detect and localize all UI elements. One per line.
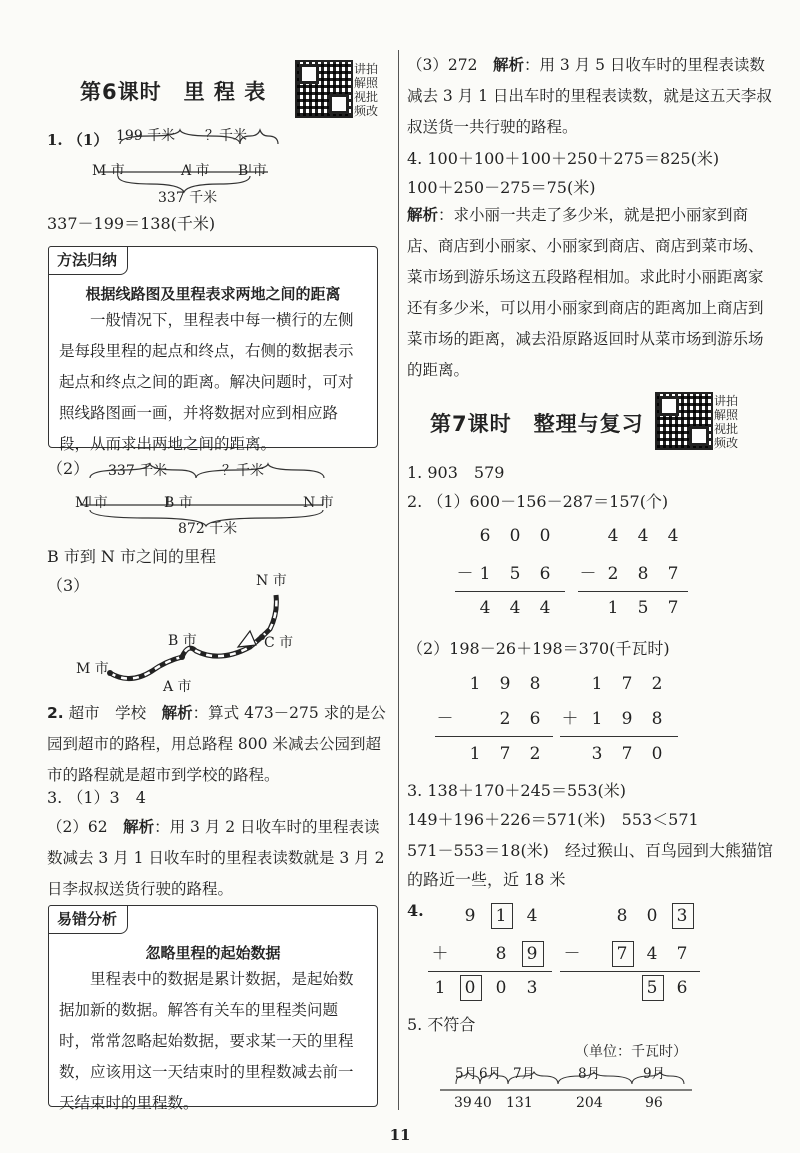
error-box-body: 里程表中的数据是累计数据，是起始数据加新的数据。解答有关车的里程类问题时，常常忽略起始数据，要求某一天的里程数，应该用这一天结束时的里程数减去前一天结束时的里程数。 <box>59 970 354 1112</box>
boxed-digit: 7 <box>616 944 628 964</box>
digit: 2 <box>651 674 663 694</box>
q2-analysis-text: ：算式 473－275 求的是公园到超市的路程，用总路程 800 米减去公园到超市的路程就是超市到学校的路程。 <box>47 704 386 784</box>
diag1-point-m: M 市 <box>92 163 125 179</box>
method-summary-box <box>48 246 378 453</box>
operator: ＋ <box>561 709 579 729</box>
q1-label: 1. （1） <box>47 131 109 149</box>
digit: 5 <box>509 564 521 584</box>
q1-equation: 337－199＝138(千米) <box>47 214 216 233</box>
digit: 0 <box>495 978 507 998</box>
month-6: 6月 <box>479 1066 502 1082</box>
digit: 0 <box>651 744 663 764</box>
q2-analysis-label: 解析 <box>161 704 193 722</box>
digit: 6 <box>529 709 541 729</box>
operator: － <box>563 944 581 964</box>
method-box-body: 一般情况下，里程表中每一横行的左侧是每段里程的起点和终点，右侧的数据表示起点和终点之间的距离。解决问题时，可对照线路图画一画，并将数据对应到相应路段，从而求出两地之间的距离。 <box>59 311 354 453</box>
operator: － <box>579 564 597 584</box>
r3-line-4: 的路近一些，近 18 米 <box>407 870 566 889</box>
month-9: 9月 <box>643 1066 666 1082</box>
boxed-digit: 5 <box>646 978 658 998</box>
month-5: 5月 <box>455 1066 478 1082</box>
value-may: 39 <box>454 1095 472 1111</box>
value-jul: 131 <box>506 1095 533 1111</box>
r3-line-1: 3. 138＋170＋245＝553(米) <box>407 781 626 800</box>
map-label-n: N 市 <box>256 573 287 589</box>
digit: 6 <box>676 978 688 998</box>
digit: 3 <box>591 744 603 764</box>
digit: 7 <box>676 944 688 964</box>
error-box-tag: 易错分析 <box>48 905 128 934</box>
digit: 4 <box>637 526 649 546</box>
digit: 8 <box>651 709 663 729</box>
digit: 7 <box>621 744 633 764</box>
r5-answer: 5. 不符合 <box>407 1015 476 1034</box>
calc-line <box>578 591 688 592</box>
digit: 0 <box>539 526 551 546</box>
page-number: 11 <box>389 1126 411 1144</box>
digit: 4 <box>539 598 551 618</box>
column-divider <box>398 50 399 1110</box>
q1-2-label: （2） <box>47 459 90 478</box>
digit: 9 <box>499 674 511 694</box>
error-analysis-box <box>48 905 378 1112</box>
q4-equation-2: 100＋250－275＝75(米) <box>407 178 596 197</box>
q2-paragraph <box>47 698 387 791</box>
r2-2-equation: （2）198－26＋198＝370(千瓦时) <box>407 639 670 658</box>
diag2-point-b: B 市 <box>164 495 193 511</box>
digit: 7 <box>621 674 633 694</box>
diag1-point-b: B 市 <box>238 163 267 179</box>
point-b <box>179 654 185 660</box>
lesson-6-title: 第6课时 里 程 表 <box>80 80 267 104</box>
digit: 1 <box>607 598 619 618</box>
calc-line <box>435 736 553 737</box>
q1-3-label: （3） <box>47 576 90 595</box>
diag1-seg2: ？千米 <box>205 128 247 144</box>
qr-code-icon[interactable] <box>295 60 353 118</box>
boxed-digit: 1 <box>495 906 507 926</box>
diag2-seg1: 337 千米 <box>108 463 168 479</box>
value-jun: 40 <box>474 1095 492 1111</box>
q3-1: 3. （1）3 4 <box>47 788 146 807</box>
digit: 9 <box>621 709 633 729</box>
qr-label: 讲拍解照视批频改 <box>714 394 739 450</box>
digit: 6 <box>539 564 551 584</box>
digit: 7 <box>667 564 679 584</box>
digit: 7 <box>499 744 511 764</box>
method-box-tag: 方法归纳 <box>48 246 128 275</box>
q3-3-answer: （3）272 <box>407 56 478 74</box>
operator: － <box>436 709 454 729</box>
r3-line-3: 571－553＝18(米) 经过猴山、百鸟园到大熊猫馆 <box>407 841 773 860</box>
q3-2-answer: （2）62 <box>47 818 108 836</box>
digit: 4 <box>607 526 619 546</box>
digit: 1 <box>479 564 491 584</box>
month-7: 7月 <box>513 1066 536 1082</box>
calc-line <box>560 736 678 737</box>
r3-line-2: 149＋196＋226＝571(米) 553＜571 <box>407 810 699 829</box>
digit: 4 <box>667 526 679 546</box>
digit: 4 <box>479 598 491 618</box>
digit: 7 <box>667 598 679 618</box>
error-box-heading: 忽略里程的起始数据 <box>145 944 281 962</box>
digit: 0 <box>509 526 521 546</box>
q4-analysis-text: ：求小丽一共走了多少米，就是把小丽家到商店、商店到小丽家、小丽家到商店、商店到菜市场、菜市场到游乐场这五段路程相加。求此时小丽距离家还有多少米，可以用小丽家到商店的距离加上商店到菜市场的距离，减去沿原路返回时从菜市场到游乐场的距离。 <box>407 206 764 379</box>
diag1-point-a: A 市 <box>181 163 210 179</box>
digit: 4 <box>509 598 521 618</box>
diag2-seg2: ？千米 <box>222 463 264 479</box>
digit: 1 <box>469 674 481 694</box>
lesson-7-title: 第7课时 整理与复习 <box>430 412 644 436</box>
month-8: 8月 <box>578 1066 601 1082</box>
calc-line <box>455 591 565 592</box>
diag1-seg1: 199 千米 <box>116 128 176 144</box>
q3-3-analysis-label: 解析 <box>492 56 524 74</box>
r1-answer: 1. 903 579 <box>407 463 505 482</box>
digit: 8 <box>529 674 541 694</box>
digit: 1 <box>591 709 603 729</box>
boxed-digit: 9 <box>526 944 538 964</box>
map-label-c: C 市 <box>264 635 294 651</box>
direction-arrow <box>238 631 256 647</box>
diag1-total: 337 千米 <box>158 190 218 206</box>
r4-label: 4. <box>407 901 424 920</box>
q4-analysis-label: 解析 <box>407 206 439 224</box>
qr-code-icon[interactable] <box>655 392 713 450</box>
diag2-point-n: N 市 <box>303 495 334 511</box>
digit: 1 <box>434 978 446 998</box>
q3-2-analysis-label: 解析 <box>123 818 155 836</box>
q4-equation-1: 4. 100＋100＋100＋250＋275＝825(米) <box>407 149 720 168</box>
q3-2-analysis-text: ：用 3 月 2 日收车时的里程表读数减去 3 月 1 日收车时的里程表读数就是 3 月 2 日李叔叔送货行驶的路程。 <box>47 818 385 898</box>
q3-2-paragraph <box>47 812 387 905</box>
digit: 0 <box>646 906 658 926</box>
value-sep: 96 <box>645 1095 663 1111</box>
digit: 8 <box>495 944 507 964</box>
digit: 6 <box>479 526 491 546</box>
r2-1-equation: 2. （1）600－156－287＝157(个) <box>407 492 669 511</box>
digit: 4 <box>646 944 658 964</box>
q4-paragraph <box>407 200 777 386</box>
calc-line <box>560 971 700 972</box>
digit: 3 <box>526 978 538 998</box>
calc-line <box>428 971 552 972</box>
q3-3-paragraph <box>407 50 777 143</box>
digit: 2 <box>529 744 541 764</box>
digit: 5 <box>637 598 649 618</box>
map-label-a: A 市 <box>163 679 192 695</box>
digit: 9 <box>464 906 476 926</box>
digit: 2 <box>499 709 511 729</box>
q3-3-analysis-text: ：用 3 月 5 日收车时的里程表读数减去 3 月 1 日出车时的里程表读数，就是这五天李叔叔送货一共行驶的路程。 <box>407 56 772 136</box>
digit: 8 <box>637 564 649 584</box>
digit: 1 <box>469 744 481 764</box>
method-box-heading: 根据线路图及里程表求两地之间的距离 <box>85 285 341 303</box>
diag2-point-m: M 市 <box>75 495 108 511</box>
operator: － <box>456 564 474 584</box>
boxed-digit: 0 <box>464 978 476 998</box>
digit: 2 <box>607 564 619 584</box>
qr-label: 讲拍解照视批频改 <box>354 62 379 118</box>
q1-2-answer: B 市到 N 市之间的里程 <box>47 547 217 566</box>
map-label-b: B 市 <box>168 633 197 649</box>
q2-answer: 超市 学校 <box>68 704 147 722</box>
diag2-total: 872 千米 <box>178 521 238 537</box>
digit: 8 <box>616 906 628 926</box>
boxed-digit: 3 <box>676 906 688 926</box>
digit: 4 <box>526 906 538 926</box>
operator: ＋ <box>431 944 449 964</box>
r5-unit: （单位：千瓦时） <box>575 1044 687 1060</box>
digit: 1 <box>591 674 603 694</box>
map-label-m: M 市 <box>76 661 109 677</box>
value-aug: 204 <box>576 1095 603 1111</box>
q2-number: 2. <box>47 704 64 722</box>
